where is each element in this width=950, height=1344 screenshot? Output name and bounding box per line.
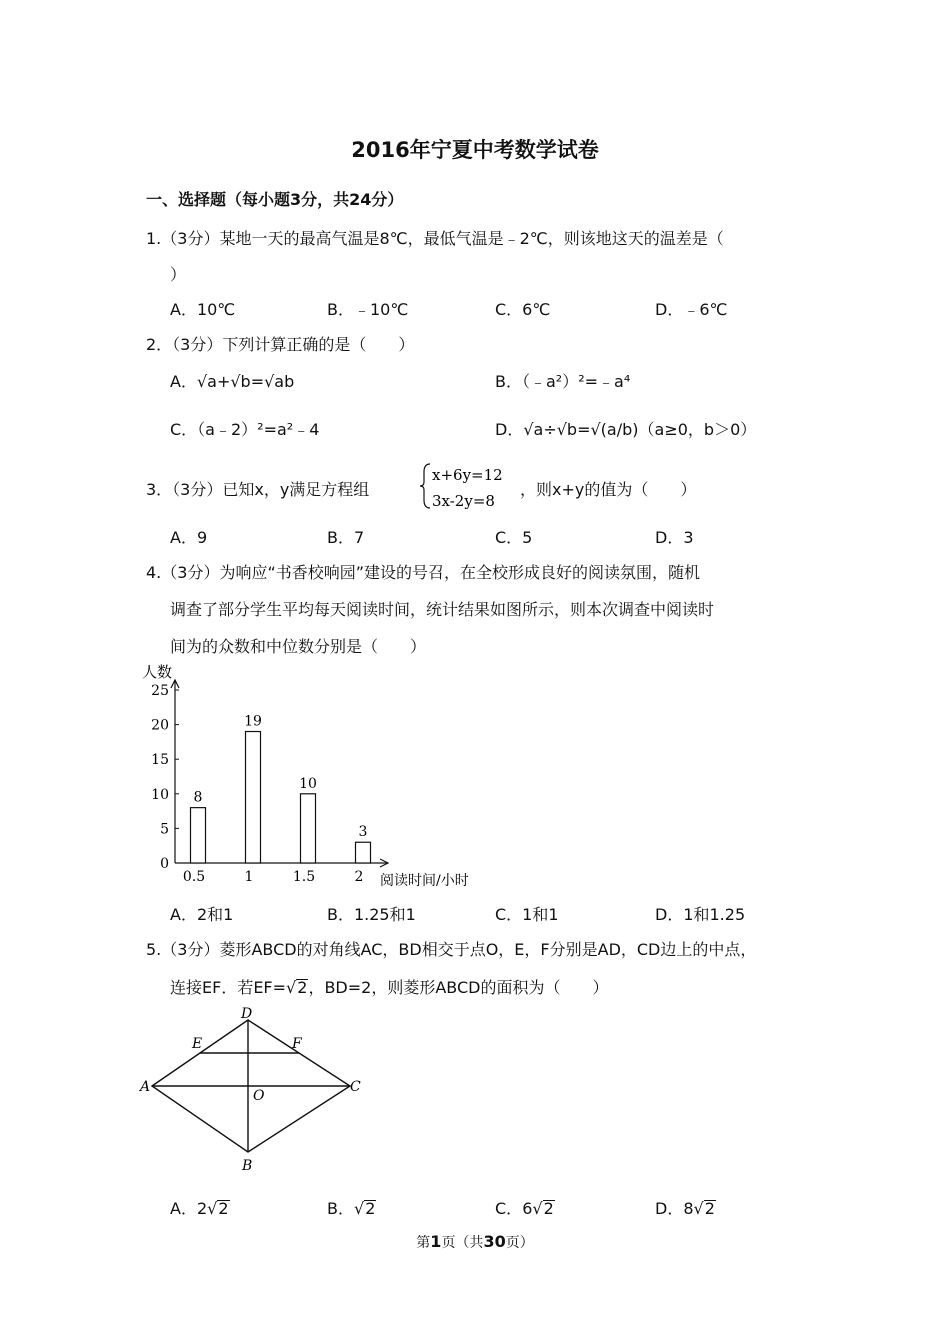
q5-option-c-coef: 6 [522,1199,533,1218]
y-tick-label: 20 [151,717,169,734]
y-tick-label: 15 [151,752,169,769]
bar-data-label: 8 [193,789,203,806]
x-tick-label: 1.5 [292,869,316,885]
footer-pre: 第 [416,1235,431,1251]
q4-option-c: C．1和1 [495,905,559,924]
q3-option-a: A．9 [170,528,208,547]
q3-option-d: D．3 [655,528,694,547]
bar-data-label: 3 [358,824,368,841]
q5-option-c [495,1196,555,1219]
q5-option-a-coef: 2 [196,1199,208,1218]
q3-stem-pre: 3．（3分）已知x，y满足方程组 [146,480,370,499]
q1-option-c: C．6℃ [495,300,551,319]
q5-stem-line2-post: ，BD=2，则菱形ABCD的面积为（ ） [308,978,609,997]
rhombus-figure [136,1002,368,1174]
radical-icon: √ [207,1199,218,1218]
q2-option-d: D．√a÷√b=√(a/b)（a≥0，b＞0） [495,420,757,439]
q3-option-b: B．7 [327,528,365,547]
q3-option-c: C．5 [495,528,533,547]
q1-option-d: D．﹣6℃ [655,300,728,319]
q1-option-a: A．10℃ [170,300,236,319]
q4-option-d: D．1和1.25 [655,905,746,924]
q5-option-b [327,1196,376,1219]
footer-mid: 页（共 [441,1235,484,1251]
x-tick-label: 2 [354,869,364,885]
q5-option-d-coef: 8 [683,1199,694,1218]
q5-option-c-label: C． [495,1199,523,1218]
footer-total-pages: 30 [483,1232,506,1251]
q3-eq1: x+6y=12 [432,466,503,484]
bar-data-label: 10 [299,775,317,792]
x-tick-label: 1 [244,869,254,885]
section-heading: 一、选择题（每小题3分，共24分） [146,190,404,209]
label-c: C [350,1079,361,1095]
q5-option-c-radicand: 2 [543,1199,554,1218]
q5-option-d-label: D． [655,1199,684,1218]
q5-stem-radicand: 2 [297,978,308,997]
q2-option-b: B．（﹣a²）²=﹣a⁴ [495,372,631,391]
q4-stem-line3: 间为的众数和中位数分别是（ ） [170,637,427,656]
label-a: A [140,1079,151,1095]
q5-option-a-label: A． [170,1199,197,1218]
bar [301,794,316,863]
q5-stem-line2 [170,975,608,998]
label-f: F [292,1036,302,1052]
y-tick-label: 25 [151,683,169,699]
x-tick-label: 0.5 [182,869,206,885]
q4-option-b: B．1.25和1 [327,905,416,924]
radical-icon: √ [286,978,297,997]
label-d: D [241,1006,253,1022]
q5-option-a [170,1196,230,1219]
q5-stem-line2-pre: 连接EF．若EF= [170,978,287,997]
q4-option-a: A．2和1 [170,905,234,924]
bar [356,842,371,863]
q1-stem-line1: 1.（3分）某地一天的最高气温是8℃，最低气温是﹣2℃，则该地这天的温差是（ [146,229,724,248]
q2-option-a: A．√a+√b=√ab [170,372,295,391]
q4-stem-line1: 4.（3分）为响应“书香校响园”建设的号召，在全校形成良好的阅读氛围，随机 [146,563,701,582]
q3-eq2: 3x-2y=8 [432,492,495,510]
q5-option-b-label: B． [327,1199,354,1218]
q5-option-d-radicand: 2 [704,1199,715,1218]
q3-stem-post: ，则x+y的值为（ ） [520,480,697,499]
bar [191,808,206,863]
y-tick-label: 5 [160,821,169,838]
q2-stem: 2．（3分）下列计算正确的是（ ） [146,335,415,354]
q1-option-b: B．﹣10℃ [327,300,409,319]
bar [246,732,261,863]
bar-chart [140,660,500,890]
y-tick-label: 0 [160,856,169,872]
radical-icon: √ [353,1199,365,1218]
q4-stem-line2: 调查了部分学生平均每天阅读时间，统计结果如图所示，则本次调查中阅读时 [170,600,715,619]
q5-option-b-radicand: 2 [365,1199,376,1218]
radical-icon: √ [532,1199,543,1218]
label-b: B [242,1158,253,1174]
q3-equation-system [418,460,528,512]
q5-option-d [655,1196,716,1219]
label-e: E [192,1036,203,1052]
q5-stem-line1: 5.（3分）菱形ABCD的对角线AC，BD相交于点O，E，F分别是AD，CD边上的中点， [146,940,757,959]
q5-option-a-radicand: 2 [218,1199,229,1218]
y-axis-label: 人数 [142,663,173,681]
radical-icon: √ [693,1199,704,1218]
y-tick-label: 10 [151,786,169,803]
footer-page-number: 1 [430,1232,442,1251]
label-o: O [253,1088,265,1104]
page-title: 2016年宁夏中考数学试卷 [351,138,599,162]
brace-icon [420,464,430,508]
bar-data-label: 19 [244,713,262,730]
page-footer [0,1232,950,1252]
x-axis-label: 阅读时间/小时 [380,873,469,889]
footer-post: 页） [505,1235,534,1251]
q2-option-c: C．（a﹣2）²=a²﹣4 [170,420,320,439]
q1-stem-line2: ） [170,265,187,284]
